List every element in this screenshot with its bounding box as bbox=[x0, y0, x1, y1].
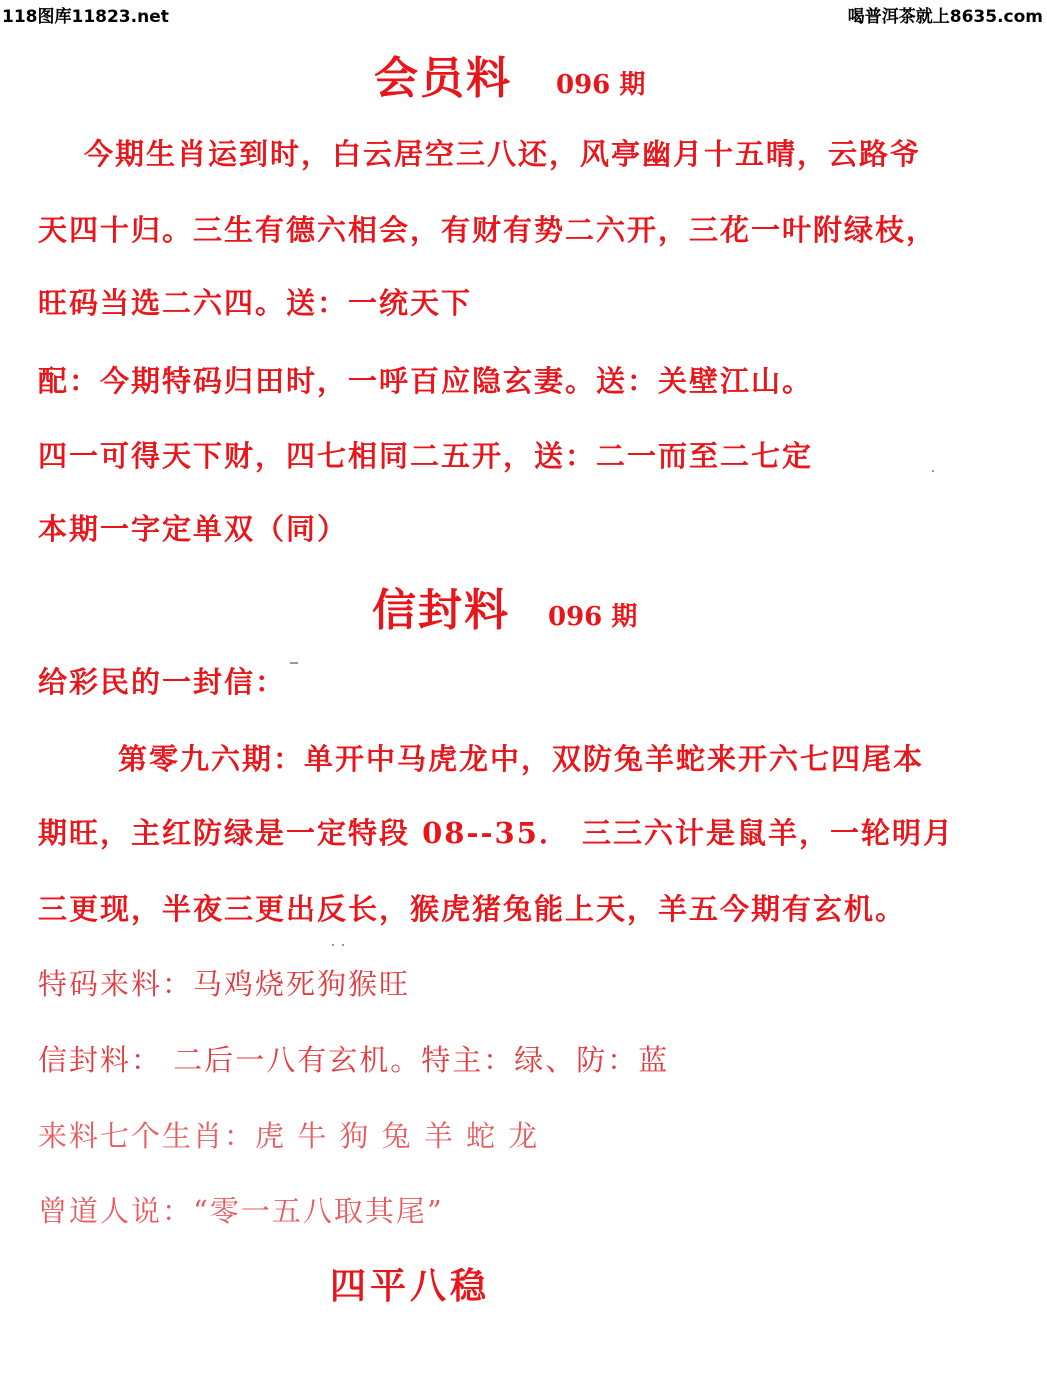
envelope-line-2: 第零九六期：单开中马虎龙中，双防兔羊蛇来开六七四尾本 bbox=[118, 742, 925, 776]
footer-phrase: 四平八稳 bbox=[330, 1265, 491, 1307]
envelope-issue: 096 期 bbox=[548, 602, 638, 632]
envelope-line-7: 来料七个生肖：虎 牛 狗 兔 羊 蛇 龙 bbox=[38, 1119, 540, 1153]
envelope-heading bbox=[372, 574, 637, 638]
envelope-line-1: 给彩民的一封信： bbox=[38, 665, 287, 699]
envelope-line-4: 三更现，半夜三更出反长，猴虎猪兔能上天，羊五今期有玄机。 bbox=[38, 892, 907, 926]
member-line-4: 配：今期特码归田时，一呼百应隐玄妻。送：关壁江山。 bbox=[38, 364, 814, 398]
member-issue: 096 期 bbox=[556, 70, 646, 100]
envelope-title: 信封料 bbox=[372, 585, 510, 636]
member-heading bbox=[374, 42, 645, 106]
member-line-5: 四一可得天下财，四七相同二五开，送：二一而至二七定 bbox=[38, 439, 814, 473]
scan-speck bbox=[332, 944, 334, 946]
header-right-site: 喝普洱茶就上8635.com bbox=[847, 7, 1043, 27]
scan-speck bbox=[342, 944, 344, 946]
envelope-line-8: 曾道人说：“零一五八取其尾” bbox=[38, 1194, 444, 1228]
scan-speck bbox=[932, 470, 934, 472]
member-line-2: 天四十归。三生有德六相会，有财有势二六开，三花一叶附绿枝， bbox=[38, 213, 938, 247]
envelope-line-6: 信封料： 二后一八有玄机。特主：绿、防：蓝 bbox=[38, 1043, 670, 1077]
envelope-line-3: 期旺，主红防绿是一定特段 08--35． 三三六计是鼠羊，一轮明月 bbox=[38, 816, 954, 850]
member-line-3: 旺码当选二六四。送：一统天下 bbox=[38, 286, 473, 320]
header-left-site: 118图库11823.net bbox=[2, 7, 169, 27]
envelope-line-5: 特码来料：马鸡烧死狗猴旺 bbox=[38, 967, 411, 1001]
scan-speck bbox=[290, 662, 298, 664]
member-title: 会员料 bbox=[374, 53, 512, 104]
member-line-6: 本期一字定单双（同） bbox=[38, 512, 349, 546]
member-line-1: 今期生肖运到时，白云居空三八还，风亭幽月十五晴，云路爷 bbox=[84, 137, 922, 171]
